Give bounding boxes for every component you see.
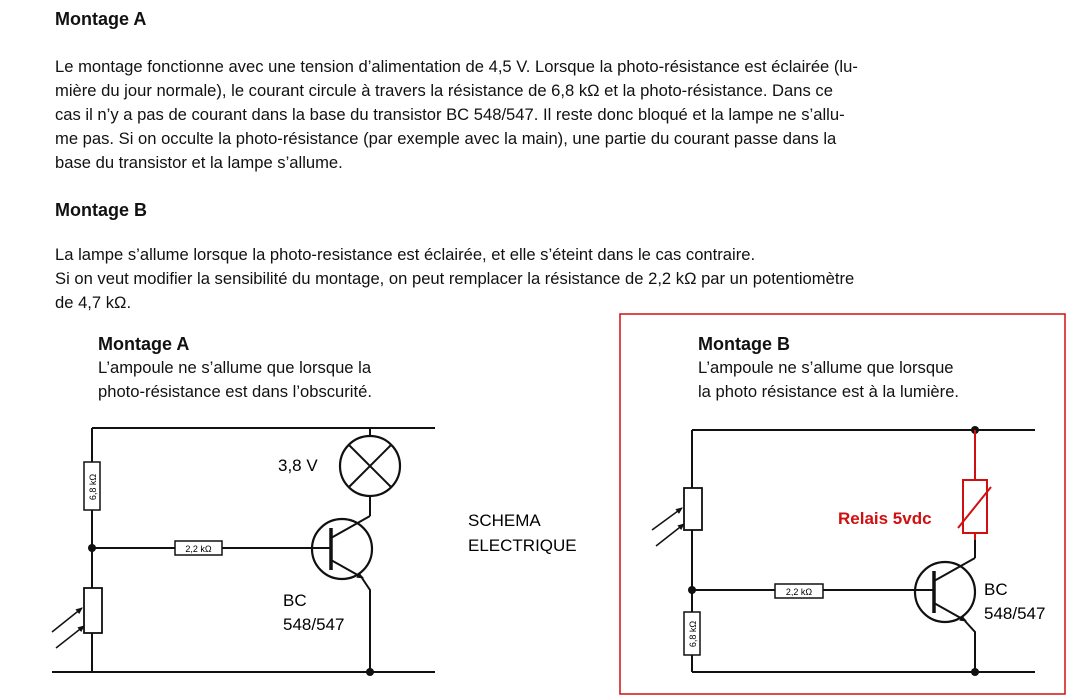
junction-dot xyxy=(971,668,979,676)
lamp-voltage-label: 3,8 V xyxy=(278,456,318,475)
transistor-icon xyxy=(915,562,975,622)
section-b-line: La lampe s’allume lorsque la photo-resistance est éclairée, et elle s’éteint dans le cas contraire. xyxy=(55,245,756,264)
section-b-line: de 4,7 kΩ. xyxy=(55,293,132,312)
transistor-label-1: BC xyxy=(984,580,1008,599)
relay-label: Relais 5vdc xyxy=(838,509,932,528)
section-b-line: Si on veut modifier la sensibilité du montage, on peut remplacer la résistance de 2,2 kΩ par un potentiomètre xyxy=(55,269,855,288)
transistor-label-2: 548/547 xyxy=(984,604,1046,623)
resistor-2k2-label: 2,2 kΩ xyxy=(785,587,813,597)
section-a-line: me pas. Si on occulte la photo-résistance (par exemple avec la main), une partie du courant passe dans la xyxy=(55,129,837,148)
section-a-line: base du transistor et la lampe s’allume. xyxy=(55,153,343,172)
center-label-line2: ELECTRIQUE xyxy=(468,536,577,555)
light-arrow xyxy=(56,626,84,648)
emitter-wire xyxy=(965,621,975,672)
light-arrow xyxy=(652,508,682,530)
center-label-line1: SCHEMA xyxy=(468,511,541,530)
transistor-label-1: BC xyxy=(283,591,307,610)
photo-resistor xyxy=(684,488,702,530)
diagram-a-caption-line: L’ampoule ne s’allume que lorsque la xyxy=(98,358,372,377)
photo-resistor xyxy=(84,588,102,633)
light-arrow xyxy=(656,524,684,546)
light-arrow xyxy=(52,608,82,632)
emitter-wire xyxy=(362,578,370,672)
diagram-a-caption-line: photo-résistance est dans l’obscurité. xyxy=(98,382,372,401)
resistor-6k8-label: 6,8 kΩ xyxy=(688,620,698,648)
section-a-line: cas il n’y a pas de courant dans la base du transistor BC 548/547. Il reste donc bloqué et la lampe ne s’allu- xyxy=(55,105,845,124)
circuit-a xyxy=(52,428,435,676)
diagram-b-title: Montage B xyxy=(698,334,790,354)
circuit-b xyxy=(652,426,1045,676)
diagram-b-caption-line: L’ampoule ne s’allume que lorsque xyxy=(698,358,954,377)
junction-dot xyxy=(366,668,374,676)
section-a-title: Montage A xyxy=(55,9,147,29)
section-b-title: Montage B xyxy=(55,200,147,220)
diagram-b-caption-line: la photo résistance est à la lumière. xyxy=(698,382,960,401)
transistor-label-2: 548/547 xyxy=(283,615,345,634)
section-a-line: Le montage fonctionne avec une tension d’alimentation de 4,5 V. Lorsque la photo-résistance est éclairée (lu- xyxy=(55,57,858,76)
resistor-2k2-label: 2,2 kΩ xyxy=(185,544,212,554)
section-a-line: mière du jour normale), le courant circule à travers la résistance de 6,8 kΩ et la photo-résistance. Dans ce xyxy=(55,81,833,100)
resistor-6k8-label: 6,8 kΩ xyxy=(88,473,98,501)
diagram-a-title: Montage A xyxy=(98,334,190,354)
